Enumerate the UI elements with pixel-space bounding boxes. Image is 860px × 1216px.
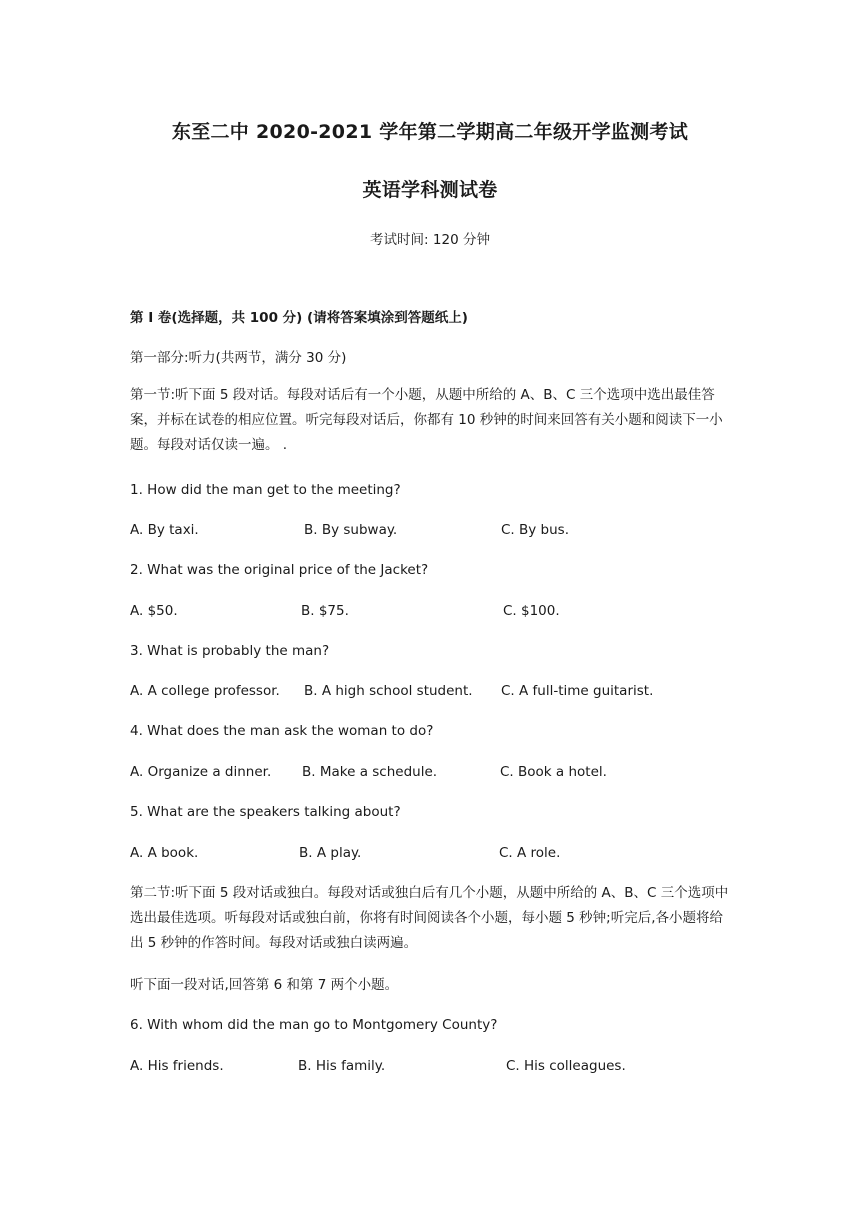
part-one-heading: 第一部分:听力(共两节，满分 30 分)	[130, 350, 347, 366]
exam-title: 东至二中 2020-2021 学年第二学期高二年级开学监测考试	[171, 121, 689, 143]
question-6-option-b: B. His family.	[298, 1058, 386, 1074]
section-two-instructions: 第二节:听下面 5 段对话或独白。每段对话或独白后有几个小题，从题中所给的 A、B、C 三个选项中选出最佳选项。听每段对话或独白前，你将有时间阅读各个小题，每小题 5 秒钟;听完后,各小题将给出 5 秒钟的作答时间。每段对话或独白读两遍。	[130, 885, 729, 951]
question-2: 2. What was the original price of the Jacket?	[130, 562, 429, 578]
exam-subtitle: 英语学科测试卷	[362, 179, 498, 201]
exam-time: 考试时间: 120 分钟	[370, 232, 490, 248]
question-1: 1. How did the man get to the meeting?	[130, 482, 401, 498]
question-2-option-a: A. $50.	[130, 603, 178, 619]
question-1-option-b: B. By subway.	[304, 522, 398, 538]
question-5: 5. What are the speakers talking about?	[130, 804, 401, 820]
question-4: 4. What does the man ask the woman to do?	[130, 723, 434, 739]
question-2-option-b: B. $75.	[301, 603, 349, 619]
section-heading: 第 I 卷(选择题，共 100 分) (请将答案填涂到答题纸上)	[130, 310, 468, 326]
question-3-option-c: C. A full-time guitarist.	[501, 683, 654, 699]
question-4-option-b: B. Make a schedule.	[302, 764, 438, 780]
question-4-option-a: A. Organize a dinner.	[130, 764, 272, 780]
question-2-option-c: C. $100.	[503, 603, 560, 619]
question-5-option-a: A. A book.	[130, 845, 199, 861]
question-6: 6. With whom did the man go to Montgomery County?	[130, 1017, 498, 1033]
question-1-option-c: C. By bus.	[501, 522, 570, 538]
question-6-option-c: C. His colleagues.	[506, 1058, 626, 1074]
question-1-option-a: A. By taxi.	[130, 522, 199, 538]
question-3: 3. What is probably the man?	[130, 643, 330, 659]
question-3-option-a: A. A college professor.	[130, 683, 280, 699]
listen-note: 听下面一段对话,回答第 6 和第 7 两个小题。	[130, 977, 399, 993]
question-3-option-b: B. A high school student.	[304, 683, 473, 699]
section-one-instructions: 第一节:听下面 5 段对话。每段对话后有一个小题，从题中所给的 A、B、C 三个选项中选出最佳答案，并标在试卷的相应位置。听完每段对话后，你都有 10 秒钟的时间来回答有关小题和阅读下一小题。每段对话仅读一遍。 .	[130, 387, 723, 453]
question-4-option-c: C. Book a hotel.	[500, 764, 607, 780]
question-5-option-b: B. A play.	[299, 845, 362, 861]
question-5-option-c: C. A role.	[499, 845, 561, 861]
question-6-option-a: A. His friends.	[130, 1058, 224, 1074]
